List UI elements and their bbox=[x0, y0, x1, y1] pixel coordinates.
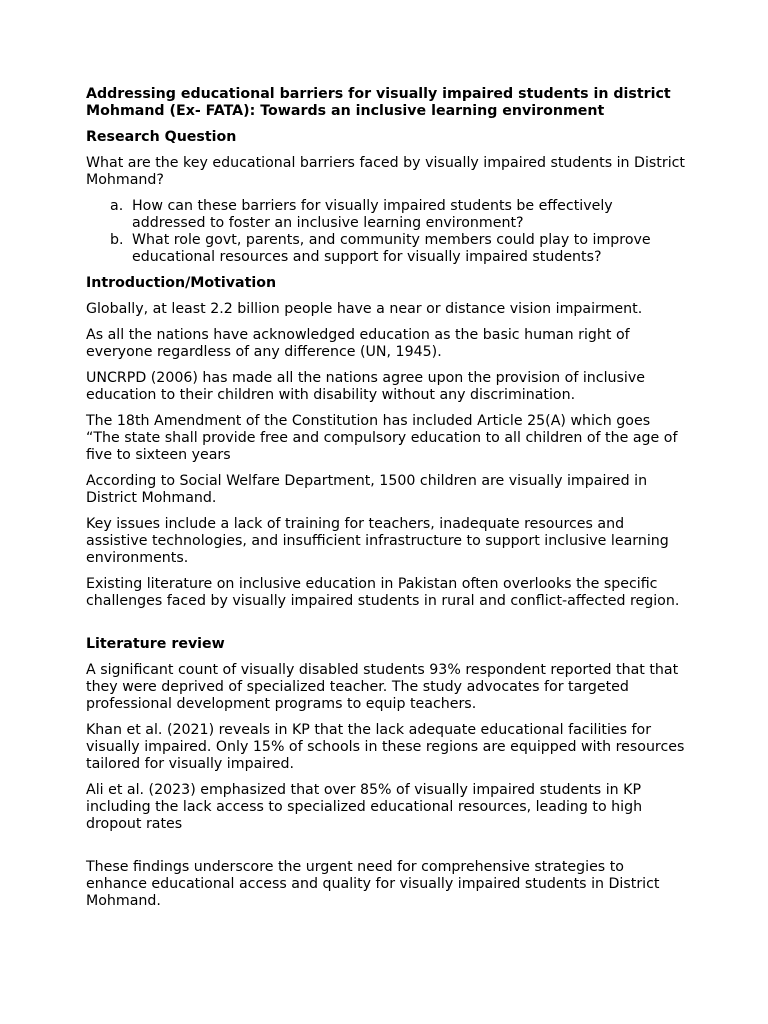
literature-paragraph: A significant count of visually disabled students 93% respondent reported that that they were deprived of specialized teacher. The study advocates for targeted professional development programs to equip teachers. bbox=[86, 662, 679, 712]
list-item bbox=[86, 198, 686, 232]
research-question-heading: Research Question bbox=[86, 129, 237, 145]
introduction-paragraph: As all the nations have acknowledged education as the basic human right of everyone regardless of any difference (UN, 1945). bbox=[86, 327, 630, 360]
research-question-list bbox=[86, 198, 686, 266]
introduction-paragraph: UNCRPD (2006) has made all the nations agree upon the provision of inclusive education to their children with disability without any discrimination. bbox=[86, 370, 645, 403]
research-question-intro: What are the key educational barriers faced by visually impaired students in District Mohmand? bbox=[86, 155, 685, 188]
literature-conclusion: These findings underscore the urgent need for comprehensive strategies to enhance educational access and quality for visually impaired students in District Mohmand. bbox=[86, 859, 660, 909]
introduction-paragraph: Key issues include a lack of training for teachers, inadequate resources and assistive technologies, and insufficient infrastructure to support inclusive learning environments. bbox=[86, 516, 669, 566]
literature-paragraph: Ali et al. (2023) emphasized that over 85% of visually impaired students in KP including the lack access to specialized educational resources, leading to high dropout rates bbox=[86, 782, 643, 832]
introduction-heading: Introduction/Motivation bbox=[86, 275, 277, 291]
list-marker: b. bbox=[110, 232, 124, 248]
literature-review-heading: Literature review bbox=[86, 636, 225, 652]
introduction-paragraph: Existing literature on inclusive education in Pakistan often overlooks the specific challenges faced by visually impaired students in rural and conflict-affected region. bbox=[86, 576, 680, 609]
list-item bbox=[86, 232, 686, 266]
literature-paragraph: Khan et al. (2021) reveals in KP that the lack adequate educational facilities for visually impaired. Only 15% of schools in these regions are equipped with resources tailored for visually impaired. bbox=[86, 722, 685, 772]
list-item-text: How can these barriers for visually impaired students be effectively addressed to foster an inclusive learning environment? bbox=[132, 198, 613, 231]
introduction-paragraph: Globally, at least 2.2 billion people have a near or distance vision impairment. bbox=[86, 301, 643, 317]
introduction-paragraph: The 18th Amendment of the Constitution has included Article 25(A) which goes “The state shall provide free and compulsory education to all children of the age of five to sixteen years bbox=[86, 413, 678, 463]
list-marker: a. bbox=[110, 198, 124, 214]
introduction-paragraph: According to Social Welfare Department, 1500 children are visually impaired in District Mohmand. bbox=[86, 473, 648, 506]
list-item-text: What role govt, parents, and community members could play to improve educational resources and support for visually impaired students? bbox=[132, 232, 651, 265]
document-title: Addressing educational barriers for visually impaired students in district Mohmand (Ex- FATA): Towards an inclusive learning environment bbox=[86, 86, 671, 119]
document-page bbox=[86, 86, 686, 919]
